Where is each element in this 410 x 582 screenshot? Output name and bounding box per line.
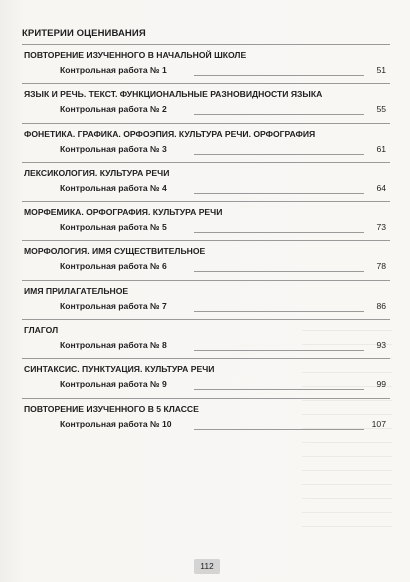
toc-entry-7 [22,280,390,319]
toc-entry-title: МОРФЕМИКА. ОРФОГРАФИЯ. КУЛЬТУРА РЕЧИ [24,207,223,218]
toc-entry-work: Контрольная работа № 7 [60,300,167,311]
section-heading: КРИТЕРИИ ОЦЕНИВАНИЯ [22,28,146,39]
toc-entry-9 [22,358,390,397]
toc-entry-work: Контрольная работа № 10 [60,418,172,429]
toc-entry-work: Контрольная работа № 5 [60,222,167,233]
toc-entry-title: ФОНЕТИКА. ГРАФИКА. ОРФОЭПИЯ. КУЛЬТУРА РЕЧИ. ОРФОГРАФИЯ [24,128,316,139]
toc-entry-work: Контрольная работа № 2 [60,104,167,115]
toc-entry-work: Контрольная работа № 9 [60,379,167,390]
toc-entry-6 [22,240,390,279]
leader-line [194,389,364,390]
leader-line [194,154,364,155]
toc-entry-title: ЛЕКСИКОЛОГИЯ. КУЛЬТУРА РЕЧИ [24,167,170,178]
toc-entry-work: Контрольная работа № 8 [60,340,167,351]
toc-entry-page: 78 [376,261,386,272]
toc-entry-page: 107 [371,418,386,429]
toc-entry-8 [22,319,390,358]
toc-entry-page: 55 [376,104,386,115]
leader-line [194,350,364,351]
toc-entry-title: ПОВТОРЕНИЕ ИЗУЧЕННОГО В НАЧАЛЬНОЙ ШКОЛЕ [24,50,247,60]
leader-line [194,429,364,430]
toc-entry-page: 61 [376,143,386,154]
toc-entry-work: Контрольная работа № 3 [60,143,167,154]
toc-entry-3 [22,123,390,162]
toc-entry-title: СИНТАКСИС. ПУНКТУАЦИЯ. КУЛЬТУРА РЕЧИ [24,364,215,375]
toc-entry-page: 64 [376,182,386,193]
leader-line [194,193,364,194]
toc-entry-10 [22,398,390,437]
page-number: 112 [194,559,220,574]
toc-entry-2 [22,83,390,122]
toc-entry-page: 93 [376,340,386,351]
toc-entry-5 [22,201,390,240]
toc-entry-title: ГЛАГОЛ [24,325,59,336]
toc-entry-page: 51 [376,65,386,75]
toc-entry-work: Контрольная работа № 1 [60,65,167,75]
toc-entry-1 [22,44,390,83]
toc-entry-title: МОРФОЛОГИЯ. ИМЯ СУЩЕСТВИТЕЛЬНОЕ [24,246,206,257]
leader-line [194,75,364,76]
toc-entry-page: 73 [376,222,386,233]
leader-line [194,271,364,272]
toc-entry-work: Контрольная работа № 4 [60,182,167,193]
toc-entry-4 [22,162,390,201]
toc-entry-work: Контрольная работа № 6 [60,261,167,272]
toc-entry-title: ИМЯ ПРИЛАГАТЕЛЬНОЕ [24,285,129,296]
toc-entry-title: ЯЗЫК И РЕЧЬ. ТЕКСТ. ФУНКЦИОНАЛЬНЫЕ РАЗНОВИДНОСТИ ЯЗЫКА [24,89,323,100]
toc-entry-page: 99 [376,379,386,390]
leader-line [194,311,364,312]
toc-entry-title: ПОВТОРЕНИЕ ИЗУЧЕННОГО В 5 КЛАССЕ [24,403,199,414]
table-of-contents [22,44,390,437]
leader-line [194,114,364,115]
toc-entry-page: 86 [376,300,386,311]
leader-line [194,232,364,233]
